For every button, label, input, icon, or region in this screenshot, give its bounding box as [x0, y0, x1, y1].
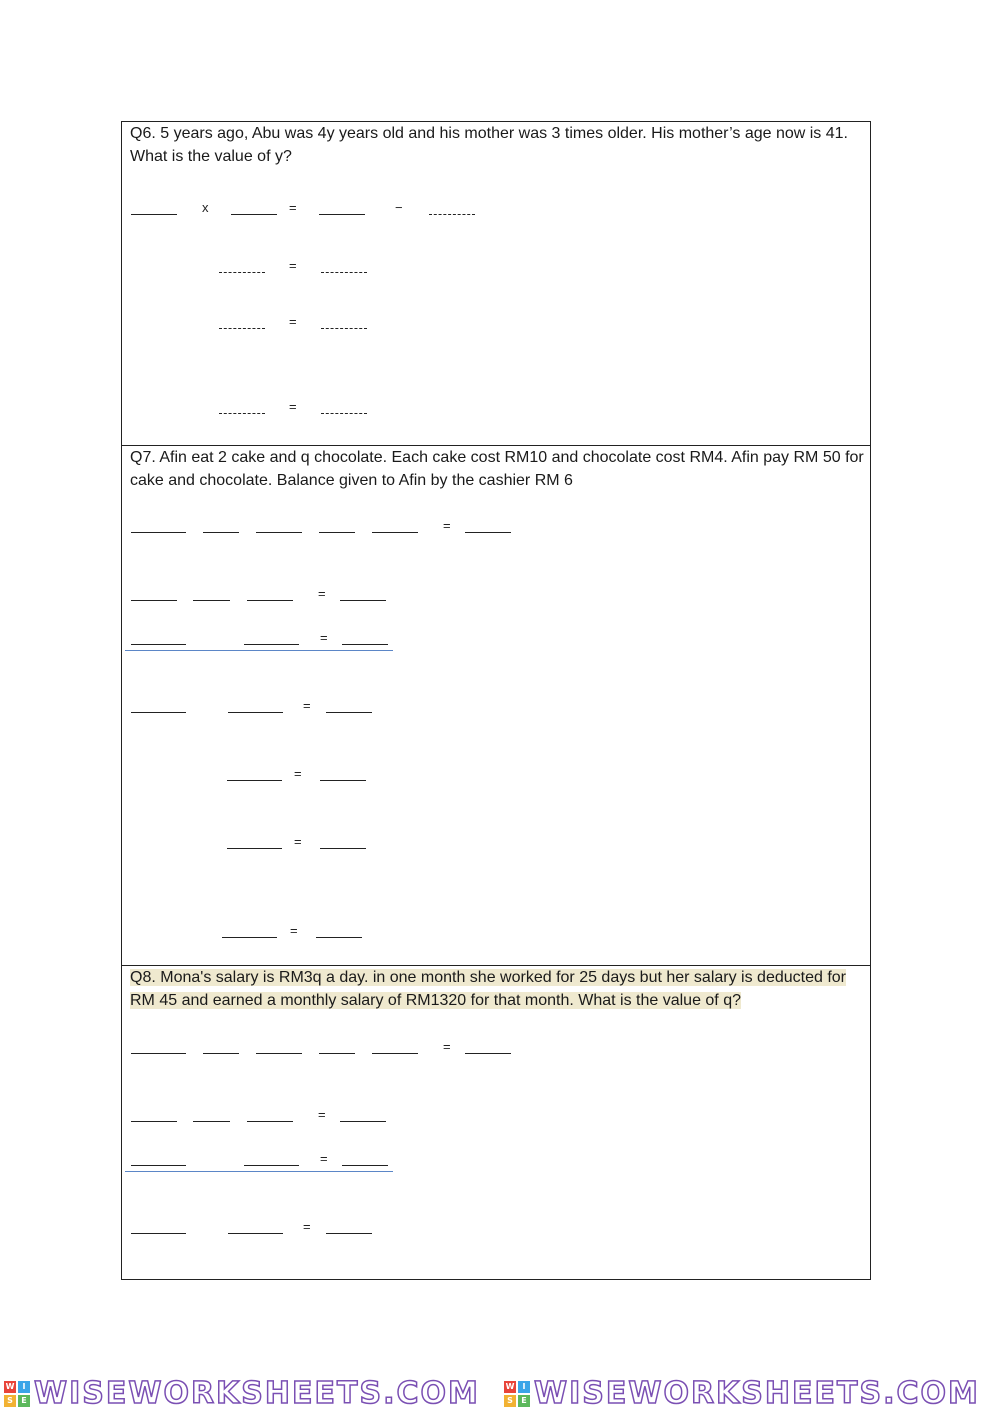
equals-sign: = — [303, 1219, 311, 1234]
answer-blank[interactable] — [321, 413, 367, 414]
answer-blank[interactable] — [342, 644, 388, 645]
answer-blank[interactable] — [203, 532, 239, 533]
equals-sign: = — [289, 200, 297, 215]
times-sign: x — [202, 200, 209, 215]
answer-blank[interactable] — [219, 328, 265, 329]
equals-sign: = — [289, 399, 297, 414]
answer-blank[interactable] — [372, 1053, 418, 1054]
answer-blank[interactable] — [227, 780, 282, 781]
answer-blank[interactable] — [326, 1233, 372, 1234]
answer-blank[interactable] — [340, 600, 386, 601]
answer-blank[interactable] — [228, 1233, 283, 1234]
equals-sign: = — [443, 1039, 451, 1054]
answer-blank[interactable] — [320, 848, 366, 849]
answer-blank[interactable] — [228, 712, 283, 713]
logo-tiles-icon — [504, 1381, 530, 1407]
answer-blank[interactable] — [319, 532, 355, 533]
answer-blank[interactable] — [256, 1053, 302, 1054]
question-7-text: Q7. Afin eat 2 cake and q chocolate. Each cake cost RM10 and chocolate cost RM4. Afin pay RM 50 for cake and chocolate. Balance given to Afin by the cashier RM 6 — [130, 449, 864, 489]
answer-blank[interactable] — [326, 712, 372, 713]
logo-tile: E — [518, 1395, 530, 1407]
answer-blank[interactable] — [256, 532, 302, 533]
answer-blank[interactable] — [429, 214, 475, 215]
answer-blank[interactable] — [131, 1165, 186, 1166]
question-8-text — [130, 966, 865, 1012]
answer-blank[interactable] — [131, 644, 186, 645]
question-6 — [122, 122, 870, 445]
answer-blank[interactable] — [342, 1165, 388, 1166]
answer-blank[interactable] — [219, 272, 265, 273]
equals-sign: = — [318, 1107, 326, 1122]
logo-tile: I — [518, 1381, 530, 1393]
answer-blank[interactable] — [131, 600, 177, 601]
equals-sign: = — [318, 586, 326, 601]
answer-blank[interactable] — [193, 600, 230, 601]
equals-sign: = — [290, 923, 298, 938]
answer-blank[interactable] — [247, 1121, 293, 1122]
answer-blank[interactable] — [193, 1121, 230, 1122]
logo-tile: W — [505, 1382, 515, 1391]
minus-sign: − — [395, 200, 403, 215]
question-6-text: Q6. 5 years ago, Abu was 4y years old and his mother was 3 times older. His mother’s age now is 41. What is the value of y? — [130, 125, 848, 165]
answer-blank[interactable] — [247, 600, 293, 601]
equals-sign: = — [320, 1151, 328, 1166]
logo-tile: S — [4, 1395, 16, 1407]
question-7 — [122, 445, 870, 965]
answer-blank[interactable] — [131, 532, 186, 533]
answer-blank[interactable] — [131, 214, 177, 215]
equals-sign: = — [303, 698, 311, 713]
answer-blank[interactable] — [372, 532, 418, 533]
fraction-line — [125, 1171, 393, 1172]
answer-blank[interactable] — [340, 1121, 386, 1122]
worksheet-table — [121, 121, 871, 1280]
answer-blank[interactable] — [321, 328, 367, 329]
answer-blank[interactable] — [244, 1165, 299, 1166]
equals-sign: = — [289, 314, 297, 329]
logo-tile: S — [504, 1395, 516, 1407]
answer-blank[interactable] — [219, 413, 265, 414]
answer-blank[interactable] — [222, 937, 277, 938]
answer-blank[interactable] — [465, 532, 511, 533]
logo-text: WISEWORKSHEETS.COM — [34, 1376, 480, 1411]
equals-sign: = — [320, 630, 328, 645]
answer-blank[interactable] — [321, 272, 367, 273]
answer-blank[interactable] — [320, 780, 366, 781]
footer-watermark — [0, 1374, 1000, 1413]
site-logo[interactable] — [0, 1378, 500, 1410]
answer-blank[interactable] — [316, 937, 362, 938]
logo-tile: E — [18, 1395, 30, 1407]
answer-blank[interactable] — [203, 1053, 239, 1054]
answer-blank[interactable] — [131, 1121, 177, 1122]
answer-blank[interactable] — [131, 712, 186, 713]
fraction-line — [125, 650, 393, 651]
logo-text: WISEWORKSHEETS.COM — [534, 1376, 980, 1411]
answer-blank[interactable] — [231, 214, 277, 215]
answer-blank[interactable] — [227, 848, 282, 849]
answer-blank[interactable] — [319, 1053, 355, 1054]
equals-sign: = — [289, 258, 297, 273]
answer-blank[interactable] — [131, 1053, 186, 1054]
answer-blank[interactable] — [244, 644, 299, 645]
question-8-highlight: Q8. Mona's salary is RM3q a day. in one month she worked for 25 days but her salary is deducted for RM 45 and earned a monthly salary of RM1320 for that month. What is the value of q? — [130, 969, 847, 1009]
answer-blank[interactable] — [319, 214, 365, 215]
answer-blank[interactable] — [131, 1233, 186, 1234]
question-8 — [122, 965, 870, 1279]
equals-sign: = — [443, 518, 451, 533]
answer-blank[interactable] — [465, 1053, 511, 1054]
logo-tiles-icon — [4, 1381, 30, 1407]
equals-sign: = — [294, 834, 302, 849]
logo-tile: W — [5, 1382, 15, 1391]
logo-tile: I — [18, 1381, 30, 1393]
site-logo[interactable] — [500, 1378, 1000, 1410]
equals-sign: = — [294, 766, 302, 781]
